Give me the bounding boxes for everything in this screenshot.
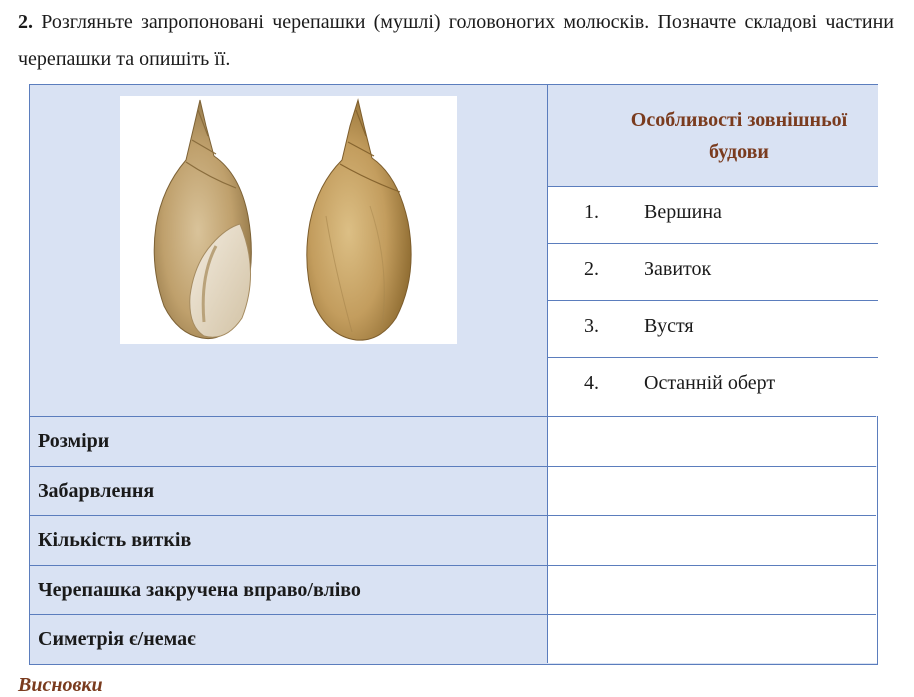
- part-label: Вершина: [644, 201, 722, 223]
- task-text: [18, 4, 894, 78]
- row-label: Розміри: [30, 417, 547, 466]
- table-row: [30, 515, 876, 565]
- row-label: Симетрія є/немає: [30, 615, 547, 663]
- parts-column: [547, 85, 877, 416]
- part-number: 3.: [584, 315, 599, 337]
- part-number: 1.: [584, 201, 599, 223]
- part-label: Завиток: [644, 258, 712, 280]
- row-answer-cell[interactable]: [547, 467, 877, 516]
- task-number: 2.: [18, 11, 33, 33]
- row-label: Черепашка закручена вправо/вліво: [30, 566, 547, 615]
- part-row: [548, 243, 878, 300]
- table-row: [30, 614, 876, 663]
- row-label: Кількість витків: [30, 516, 547, 565]
- part-number: 2.: [584, 258, 599, 280]
- snail-shells-photo: [120, 96, 457, 344]
- row-label: Забарвлення: [30, 467, 547, 516]
- part-label: Останній оберт: [644, 372, 776, 394]
- row-answer-cell[interactable]: [547, 615, 877, 663]
- row-answer-cell[interactable]: [547, 516, 877, 565]
- table-row: [30, 416, 876, 466]
- part-row: [548, 357, 878, 416]
- image-cell: [30, 85, 547, 416]
- part-row: [548, 186, 878, 243]
- shell-front-view: [154, 100, 251, 339]
- part-row: [548, 300, 878, 357]
- part-number: 4.: [584, 372, 599, 394]
- row-answer-cell[interactable]: [547, 566, 877, 615]
- row-answer-cell[interactable]: [547, 417, 877, 466]
- shell-description-table: [29, 84, 878, 665]
- table-row: [30, 565, 876, 615]
- part-label: Вустя: [644, 315, 694, 337]
- snail-shells-illustration: [120, 96, 457, 344]
- task-instruction: Розгляньте запропоновані черепашки (мушлі) головоногих молюсків. Позначте складові частини черепашки та опишіть її.: [18, 11, 894, 70]
- conclusion-heading: Висновки: [18, 674, 103, 696]
- table-header: Особливості зовнішньої будови: [548, 85, 878, 186]
- table-row: [30, 466, 876, 516]
- shell-back-view: [307, 100, 411, 340]
